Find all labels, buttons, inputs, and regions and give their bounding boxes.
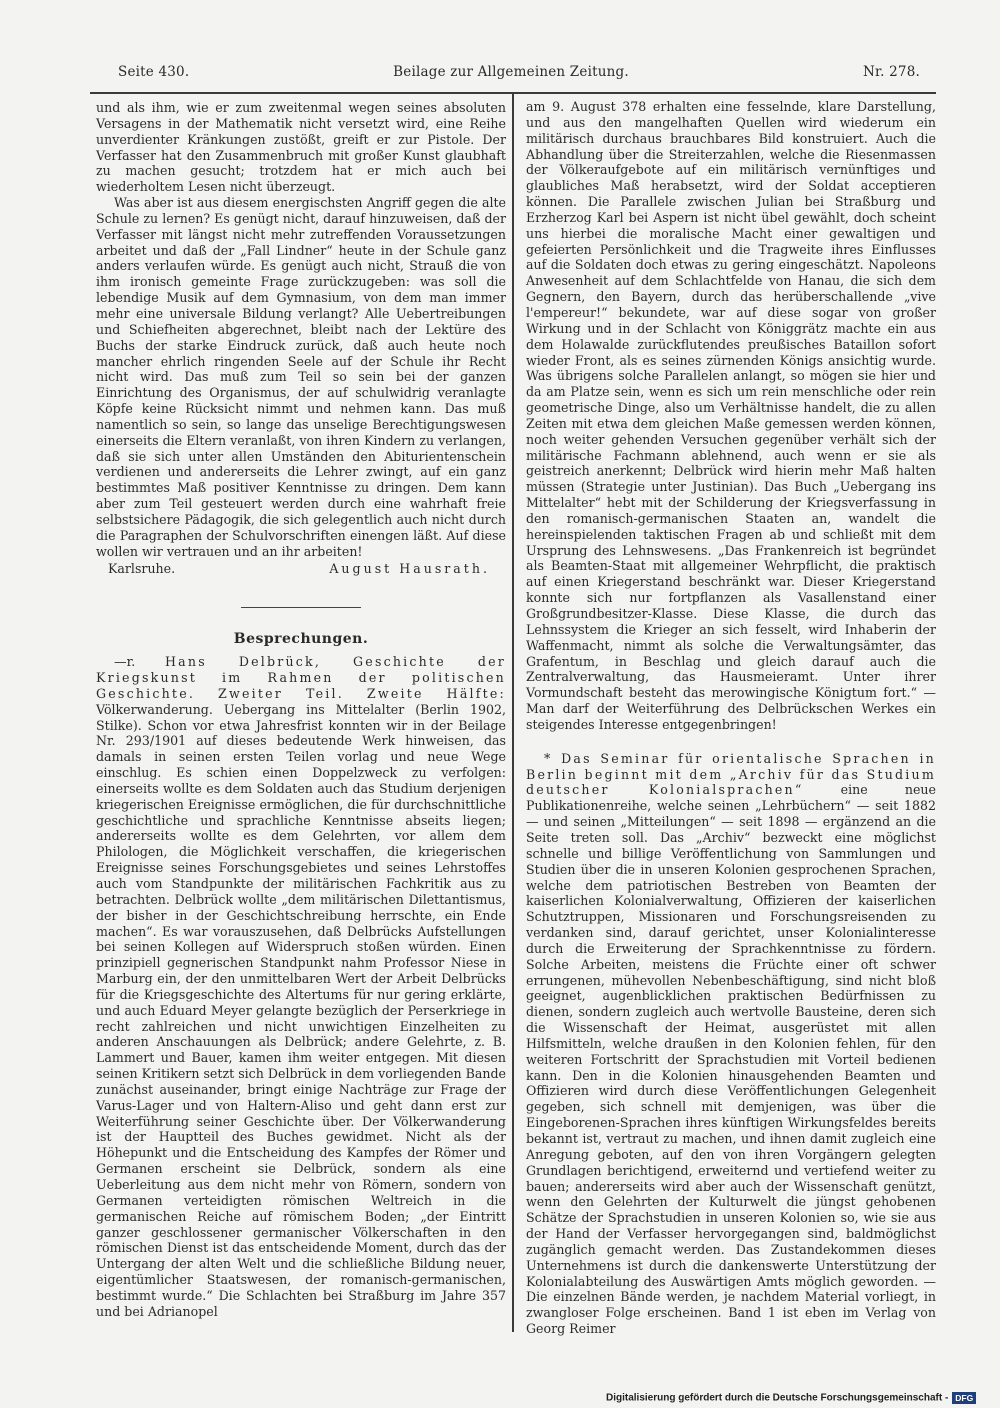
left-column [96, 100, 506, 1320]
review-paragraph [96, 654, 506, 1319]
review-body: Völkerwanderung. Uebergang ins Mittelalter (Berlin 1902, Stilke). Schon vor etwa Jahresfrist konnten wir in der Beilage Nr. 293/1901 auf dieses bedeutende Werk hinweisen, das damals in seinen ersten Teilen vorlag und neue Wege einschlug. Es schien einen Doppelzweck zu verfolgen: einerseits wollte es dem Soldaten auch das Studium derjenigen kriegerischen Ereignisse ermöglichen, die für durchschnittliche geschichtliche und sprachliche Kenntnisse abseits liegen; andererseits wollte es dem Gelehrten, vor allem dem Philologen, die Möglichkeit verschaffen, die kriegerischen Ereignisse seines Forschungsgebietes und seines Lehrstoffes auch vom Standpunkte der militärischen Fachkritik aus zu betrachten. Delbrück wollte „dem militärischen Dilettantismus, der bisher in der Geschichtschreibung herrschte, ein Ende machen“. Es war vorauszusehen, daß Delbrücks Aufstellungen bei seinen Kollegen auf Widerspruch stoßen würden. Einen prinzipiell gegnerischen Standpunkt nahm Professor Niese in Marburg ein, der den unmittelbaren Wert der Arbeit Delbrücks für die Kriegsgeschichte des Altertums für nur gering erklärte, und auch Eduard Meyer gelangte bezüglich der Perserkriege in recht zahlreichen und nicht unwichtigen Einzelheiten zu anderen Anschauungen als Delbrück; andere Gelehrte, z. B. Lammert und Bauer, kamen ihm weiter entgegen. Mit diesen seinen Kritikern setzt sich Delbrück in dem vorliegenden Bande zunächst auseinander, bringt einige Nachträge zur Frage der Varus-Lager und von Haltern-Aliso und geht dann erst zur Weiterführung seiner Geschichte über. Der Völkerwanderung ist der Hauptteil des Buches gewidmet. Nicht als der Höhepunkt und die Entscheidung des Kampfes der Römer und Germanen erscheint sie Delbrück, sondern als eine Ueberleitung aus dem nicht mehr von Römern, sondern von Germanen verteidigten römischen Weltreich in die germanischen Reiche auf römischem Boden; „der Eintritt ganzer geschlossener germanischer Völkerschaften in den römischen Dienst ist das entscheidende Moment, durch das der Untergang der alten Welt und die schließliche Bildung neuer, eigentümlicher Staatswesen, der romanisch-germanischen, bestimmt wurde.“ Die Schlachten bei Straßburg im Jahre 357 und bei Adrianopel [96, 701, 506, 1319]
digitization-credit [606, 1392, 1000, 1408]
right-column [526, 99, 936, 1337]
signature-place: Karlsruhe. [108, 561, 176, 577]
article-paragraph: Was aber ist aus diesem energischsten Angriff gegen die alte Schule zu lernen? Es genügt nicht, darauf hinzuweisen, daß der Verfasser mit längst nicht mehr zutreffenden Voraussetzungen arbeitet und daß der „Fall Lindner“ heute in der Schule ganz anders verlaufen würde. Es genügt auch nicht, Strauß die von ihm ironisch gemeinte Frage zurückzugeben: was soll die lebendige Musik auf dem Gymnasium, von dem man immer mehr eine universale Bildung verlangt? Alle Uebertreibungen und Schiefheiten abgerechnet, bleibt nach der Lektüre des Buchs der starke Eindruck zurück, daß auch heute noch mancher ehrlich ringenden Seele auf der Schule ihr Recht nicht wird. Das muß zum Teil so sein bei der ganzen Einrichtung des Organismus, der auf schulwidrig veranlagte Köpfe keine Rücksicht nimmt und nehmen kann. Das muß namentlich so sein, so lange das unselige Berechtigungswesen einerseits die Eltern veranlaßt, von ihren Kindern zu verlangen, daß sie sich unter allen Umständen den Abiturientenschein verdienen und andererseits die Lehrer zwingt, auf ein ganz bestimmtes Maß positiver Kenntnisse zu dringen. Dem kann aber zum Teil gesteuert werden durch eine wahrhaft freie selbstsichere Pädagogik, die sich gelegentlich auch nicht durch die Paragraphen der Schulvorschriften einengen läßt. Auf diese wollen wir vertrauen und an ihr arbeiten! [96, 195, 506, 559]
section-divider [241, 607, 361, 608]
signature-line [96, 561, 506, 577]
credit-text: Digitalisierung gefördert durch die Deutsche Forschungsgemeinschaft - [606, 1392, 949, 1404]
dfg-logo: DFG [952, 1392, 976, 1404]
column-divider [512, 94, 514, 1332]
notice-paragraph [526, 751, 936, 1337]
section-heading: Besprechungen. [233, 631, 369, 648]
notice-body: eine neue Publikationenreihe, welche seinen „Lehrbüchern“ — seit 1882 — und seinen „Mitteilungen“ — seit 1898 — ergänzend an die Seite treten soll. Das „Archiv“ bezweckt eine möglichst schnelle und billige Veröffentlichung von Sammlungen und Studien über die in unseren Kolonien gesprochenen Sprachen, welche dem patriotischen Bestreben von Beamten der kaiserlichen Kolonialverwaltung, Offizieren der kaiserlichen Schutztruppen, Missionaren und Forschungsreisenden zu verdanken sind, darauf gerichtet, unser Kolonialinteresse durch die Erweiterung der Sprachkenntnisse zu fördern. Solche Arbeiten, meistens die Früchte einer oft schwer errungenen, mühevollen Nebenbeschäftigung, sind nicht bloß geeignet, augenblicklichen praktischen Bedürfnissen zu dienen, sondern zugleich auch wertvolle Bausteine, deren sich die Wissenschaft der Heimat, ausgerüstet mit allen Hilfsmitteln, welche draußen in den Kolonien fehlen, für den weiteren Fortschritt der Sprachstudien mit Vorteil bedienen kann. Den in die Kolonien hinausgehenden Beamten und Offizieren wird durch diese Veröffentlichungen Gelegenheit gegeben, sich schnell mit demjenigen, was über die Eingeborenen-Sprachen ihres künftigen Wirkungsfeldes bereits bekannt ist, vertraut zu machen, und ihnen damit zugleich eine Anregung geboten, auf den von ihren Vorgängern gelegten Grundlagen berichtigend, erweiternd und vertiefend weiter zu bauen; andererseits wird aber auch der Wissenschaft genützt, wenn den Gelehrten der Kulturwelt die jüngst gehobenen Schätze der Sprachstudien in unseren Kolonien so, wie sie aus der Hand der Verfasser hervorgegangen sind, baldmöglichst zugänglich gemacht werden. Das Zustandekommen dieses Unternehmens ist durch die dankenswerte Unterstützung der Kolonialabteilung des Auswärtigen Amts möglich geworden. — Die einzelnen Bände werden, je nachdem Material vorliegt, in zwangloser Folge erscheinen. Band 1 ist eben im Verlag von Georg Reimer [526, 782, 936, 1337]
review-continuation: am 9. August 378 erhalten eine fesselnde, klare Darstellung, und aus den mangelhaften Quellen wird wiederum ein militärisch durchaus brauchbares Bild konstruiert. Auch die Abhandlung über die Streiterzahlen, welche die Riesenmassen der Völkeraufgebote auf ein militärisch vernünftiges und glaubliches Maß herabsetzt, wird der Soldat acceptieren können. Die Parallele zwischen Julian bei Straßburg und Erzherzog Karl bei Aspern ist nicht übel gewählt, doch scheint uns hierbei die moralische Macht einer gewaltigen und gefeierten Persönlichkeit und die Tragweite ihres Einflusses auf die Soldaten doch etwas zu gering eingeschätzt. Napoleons Anwesenheit auf dem Schlachtfelde von Hanau, die sich dem Gegnern, den Bayern, durch das herüberschallende „vive l'empereur!“ bekundete, war auf diese sogar von großer Wirkung und in der Schlacht von Königgrätz machte ein aus dem Holawalde zurückflutendes preußisches Bataillon sofort wieder Front, als es seines zürnenden Königs ansichtig wurde. Was übrigens solche Parallelen anlangt, so mögen sie hier und da am Platze sein, wenn es sich um rein menschliche oder rein geometrische Dinge, also um Verhältnisse handelt, die zu allen Zeiten mit etwa dem gleichen Maße gemessen werden können, noch weiter gehenden Versuchen gegenüber verhält sich der militärische Fachmann ablehnend, auch wenn er sie als geistreich anerkennt; Delbrück wird hierin mehr Maß halten müssen (Strategie unter Justinian). Das Buch „Uebergang ins Mittelalter“ hebt mit der Schilderung der Kriegsverfassung in den romanisch-germanischen Staaten an, wandelt die hereinspielenden taktischen Fragen ab und schließt mit dem Ursprung des Lehnswesens. „Das Frankenreich ist begründet als Beamten-Staat mit allgemeiner Wehrpflicht, die praktisch auf einen Kriegerstand beschränkt war. Dieser Kriegerstand konnte sich nur fortpflanzen als Vasallenstand einer Großgrundbesitzer-Klasse. Diese Klasse, die durch das Lehnssystem die Krieger an sich fesselt, wird Inhaberin der Waffenmacht, nimmt als solche die Verwaltungsämter, das Grafentum, in Beschlag und gleich darauf auch die Zentralverwaltung, das Hausmeieramt. Unter ihrer Vormundschaft besteht das merowingische Königtum fort.“ — Man darf der Weiterführung des Delbrückschen Werkes ein steigendes Interesse entgegenbringen! [526, 99, 936, 732]
page-header [88, 64, 934, 84]
notice-lead: * Das Seminar für orientalische Sprachen in Berlin beginnt mit dem „Archiv für das Studium deutscher Kolonialsprachen“ [526, 750, 936, 798]
issue-number: Nr. 278. [862, 64, 920, 80]
review-lead: —r. [114, 654, 136, 670]
newspaper-title: Beilage zur Allgemeinen Zeitung. [393, 64, 629, 80]
signature-author: August Hausrath. [329, 561, 490, 577]
paragraph-gap [526, 733, 936, 751]
page-number: Seite 430. [118, 64, 190, 80]
review-book-title: Hans Delbrück, Geschichte der Kriegskunst im Rahmen der politischen Geschichte. Zweiter Teil. Zweite Hälfte: [96, 654, 506, 701]
article-paragraph: und als ihm, wie er zum zweitenmal wegen seines absoluten Versagens in der Mathematik nicht versetzt wird, eine Reihe unverdienter Kränkungen zustößt, greift er zur Pistole. Der Verfasser hat den Zusammenbruch mit großer Kunst glaubhaft zu machen gesucht; trotzdem hat er mich auch bei wiederholtem Lesen nicht überzeugt. [96, 100, 506, 195]
